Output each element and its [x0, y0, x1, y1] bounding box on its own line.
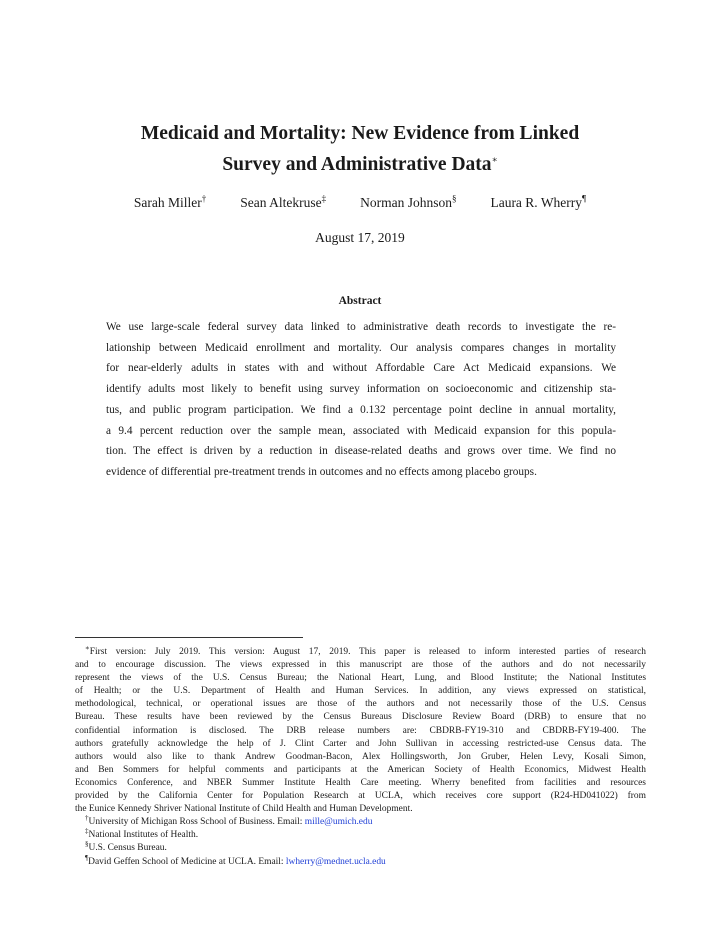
footnote-text: First version: July 2019. This version: August 17, 2019. This paper is released to inform interested parties of research [89, 647, 646, 657]
footnote-line: provided by the California Center for Population Research at UCLA, which receives core support (R24-HD041022) from [75, 791, 646, 802]
author-miller [134, 195, 206, 211]
footnote-divider [75, 637, 303, 638]
author-footnote-mark[interactable]: ‡ [321, 193, 327, 204]
footnote-line: authors gratefully acknowledge the help of J. Clint Carter and John Sullivan in accessing restricted-use Census data. The [75, 738, 646, 749]
author-name: Sean Altekruse [240, 195, 322, 210]
footnotes [75, 643, 646, 869]
title-line-2-text: Survey and Administrative Data [222, 154, 492, 175]
email-link-wherry[interactable]: lwherry@mednet.ucla.edu [285, 856, 386, 867]
title-footnote-mark[interactable]: ∗ [491, 154, 498, 165]
author-list [60, 195, 660, 211]
footnote-text: National Institutes of Health. [88, 830, 199, 841]
footnote-line: Bureau. These results have been reviewed by the Census Bureaus Disclosure Review Board (DRB) to ensure that no [75, 712, 646, 723]
paper-title [60, 118, 660, 180]
abstract-body [106, 317, 616, 483]
footnote-miller [75, 816, 646, 829]
author-name: Norman Johnson [360, 195, 452, 210]
footnote-line: confidential information is disclosed. The DRB release numbers are: CBDRB-FY19-310 and CBDRB-FY19-400. The [75, 725, 646, 736]
footnote-johnson [75, 842, 646, 855]
author-wherry [490, 195, 586, 211]
footnote-line: the Eunice Kennedy Shriver National Institute of Child Health and Human Development. [75, 804, 413, 815]
author-altekruse [240, 195, 326, 211]
abstract-line: identify adults most likely to benefit using survey information on socioeconomic and citizenship sta- [106, 383, 616, 396]
paper-date: August 17, 2019 [315, 230, 405, 245]
title-line-2 [60, 149, 660, 180]
footnote-altekruse [75, 829, 646, 842]
author-name: Laura R. Wherry [490, 195, 583, 210]
footnote-line: of Health; or the U.S. Department of Health and Human Services. In addition, any views expressed on statistical, [75, 686, 646, 697]
footnote-mark: ∗ [85, 643, 90, 652]
email-link-miller[interactable]: mille@umich.edu [304, 817, 373, 828]
footnote-mark: ¶ [85, 853, 89, 862]
abstract-line: tus, and public program participation. We find a 0.132 percentage point decline in annual mortality, [106, 403, 616, 416]
author-johnson [360, 195, 456, 211]
author-footnote-mark[interactable]: § [451, 193, 457, 204]
footnote-line: methodological, technical, or operational issues are those of the authors and not necessarily those of the U.S. Census [75, 699, 646, 710]
footnote-mark: § [85, 840, 89, 849]
footnote-text: David Geffen School of Medicine at UCLA. Email: [88, 856, 286, 867]
abstract-line: lationship between Medicaid enrollment and mortality. Our analysis compares changes in mortality [106, 341, 616, 354]
footnote-line: and Ben Sommers for helpful comments and participants at the American Society of Health Economics, Midwest Health [75, 764, 646, 775]
abstract-line: for near-elderly adults in states with and without Affordable Care Act Medicaid expansions. We [106, 362, 616, 375]
footnote-wherry [75, 853, 646, 869]
author-footnote-mark[interactable]: † [201, 193, 207, 204]
footnote-text: University of Michigan Ross School of Business. Email: [88, 817, 305, 828]
footnote-mark: ‡ [85, 827, 89, 836]
footnote-mark: † [85, 814, 89, 823]
footnote-line: authors would also like to thank Andrew Goodman-Bacon, Alex Hollingsworth, Jon Gruber, Helen Levy, Kosali Simon, [75, 751, 646, 762]
footnote-line: Economics Conference, and NBER Summer Institute Health Care meeting. Wherry benefited from facilities and resources [75, 777, 646, 788]
abstract-heading: Abstract [338, 295, 382, 307]
abstract-line: We use large-scale federal survey data linked to administrative death records to investigate the re- [106, 321, 616, 333]
abstract-line: tion. The effect is driven by a reduction in disease-related deaths and grows over time. We find no [106, 445, 616, 458]
footnote-text: U.S. Census Bureau. [88, 843, 167, 854]
author-footnote-mark[interactable]: ¶ [582, 193, 587, 204]
abstract-line: a 9.4 percent reduction over the sample mean, associated with Medicaid expansion for this popula- [106, 424, 616, 437]
footnote-line: and to encourage discussion. The views expressed in this manuscript are those of the authors and do not necessarily [75, 660, 646, 671]
abstract-line: evidence of differential pre-treatment trends in outcomes and no effects among placebo groups. [106, 465, 537, 478]
author-name: Sarah Miller [133, 195, 202, 210]
footnote-first-line [75, 643, 646, 659]
title-line-1: Medicaid and Mortality: New Evidence from Linked [140, 123, 580, 144]
footnote-line: represent the views of the U.S. Census Bureau; the National Heart, Lung, and Blood Institute; the National Institutes [75, 673, 646, 684]
